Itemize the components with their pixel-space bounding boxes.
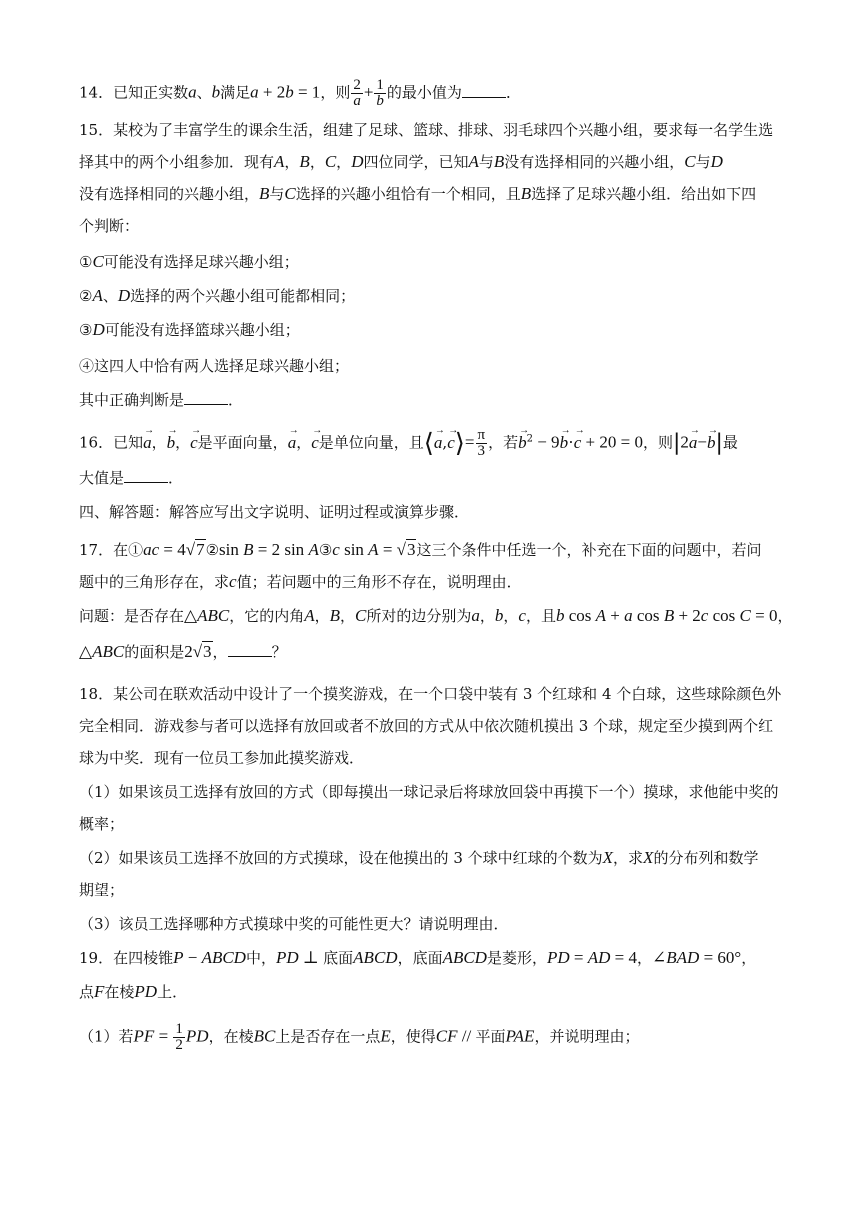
fraction-pi-over-3: $\frac{\pi}{3}$: [477, 427, 486, 459]
question-17-line-2: 题中的三角形存在，求c值；若问题中的三角形不存在，说明理由．: [79, 572, 522, 591]
judgment-1: ①C可能没有选择足球兴趣小组；: [79, 252, 299, 271]
answer-blank: [228, 642, 272, 657]
question-17-line-1: 17．在①ac = 4√7②sin B = 2 sin A③c sin A = √3这三个条件中任选一个，补充在下面的问题中，若问: [79, 540, 762, 559]
question-18-line-3: 球为中奖．现有一位员工参加此摸奖游戏．: [79, 749, 365, 767]
question-16-line-2: 大值是 ．: [79, 469, 184, 487]
question-18-part-1-line-2: 概率；: [79, 815, 125, 833]
question-18-part-1-line-1: （1）如果该员工选择有放回的方式（即每摸出一球记录后将球放回袋中再摸下一个）摸球，求他能中奖的: [79, 783, 779, 801]
question-19-line-2: 点F在棱PD上．: [79, 982, 188, 1001]
fraction-1-over-b: $\frac{1}{b}$: [376, 77, 384, 109]
question-19-part-1: （1）若PF = $\frac{1}{2}$ PD，在棱BC上是否存在一点E，使得CF // 平面PAE，并说明理由；: [79, 1021, 640, 1053]
question-15-line-2: 择其中的两个小组参加．现有A，B，C，D四位同学，已知A与B没有选择相同的兴趣小组，C与D: [79, 152, 723, 171]
question-18-part-2-line-1: （2）如果该员工选择不放回的方式摸球，设在他摸出的 3 个球中红球的个数为X，求X的分布列和数学: [79, 848, 759, 867]
judgment-2: ②A、D选择的两个兴趣小组可能都相同；: [79, 286, 356, 305]
question-15-answer: 其中正确判断是 ．: [79, 391, 244, 409]
question-18-line-1: 18．某公司在联欢活动中设计了一个摸奖游戏，在一个口袋中装有 3 个红球和 4 个白球，这些球除颜色外: [79, 685, 782, 703]
question-18-part-2-line-2: 期望；: [79, 881, 125, 899]
question-17-line-4: △ABC的面积是2√3， ？: [79, 642, 287, 661]
judgment-3: ③D可能没有选择篮球兴趣小组；: [79, 320, 300, 339]
question-17-line-3: 问题：是否存在△ABC，它的内角A，B，C所对的边分别为a，b，c，且b cos A + a cos B + 2c cos C = 0，: [79, 606, 793, 625]
question-15-line-4: 个判断：: [79, 217, 140, 235]
fraction-1-over-2: $\frac{1}{2}$: [175, 1021, 183, 1053]
question-19-line-1: 19．在四棱锥P − ABCD中，PD ⊥ 底面ABCD，底面ABCD是菱形，PD = AD = 4，∠BAD = 60°，: [79, 948, 757, 967]
section-heading: 四、解答题：解答应写出文字说明、证明过程或演算步骤．: [79, 503, 470, 521]
question-15-line-1: 15．某校为了丰富学生的课余生活，组建了足球、篮球、排球、羽毛球四个兴趣小组，要求每一名学生选: [79, 121, 774, 139]
answer-blank: [184, 390, 228, 405]
question-18-line-2: 完全相同．游戏参与者可以选择有放回或者不放回的方式从中依次随机摸出 3 个球，规定至少摸到两个红: [79, 717, 774, 735]
judgment-4: ④这四人中恰有两人选择足球兴趣小组；: [79, 357, 350, 375]
question-18-part-3: （3）该员工选择哪种方式摸球中奖的可能性更大？请说明理由．: [79, 915, 509, 933]
question-16-line-1: 16．已知→ a，→ b，→ c是平面向量，→ a，→ c是单位向量，且⟨→ a,→ c⟩= $\frac{\pi}{3}$ ，若→ $b^2 - 9\to b\cdot\to c + 20 = 0$，则|2→ a−→ b|最: [79, 428, 784, 459]
answer-blank: [462, 83, 506, 98]
question-15-line-3: 没有选择相同的兴趣小组，B与C选择的兴趣小组恰有一个相同，且B选择了足球兴趣小组．给出如下四: [79, 184, 757, 203]
question-14: 14．已知正实数a、b满足a + 2b = 1，则 $\frac{2}{a}$ + $\frac{1}{b}$ 的最小值为 ．: [79, 77, 521, 109]
answer-blank: [124, 468, 168, 483]
fraction-2-over-a: $\frac{2}{a}$: [353, 77, 361, 109]
